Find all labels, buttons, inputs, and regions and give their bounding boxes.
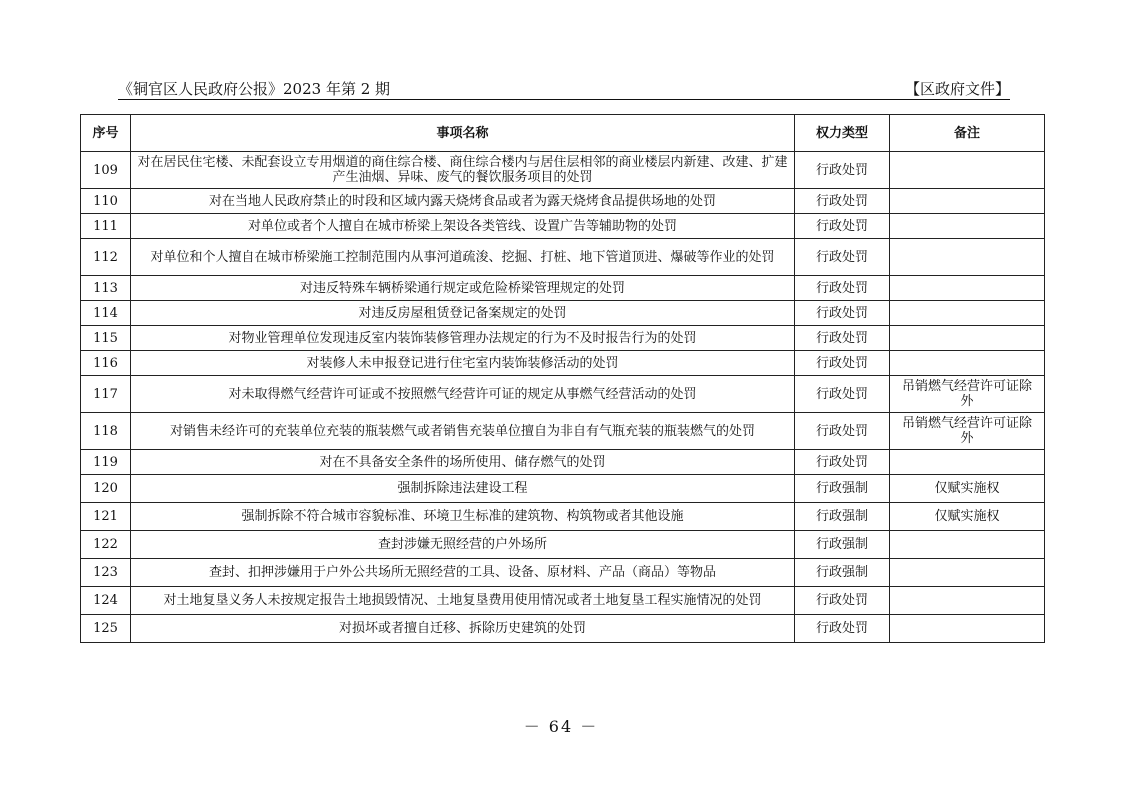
cell-no: 122 bbox=[81, 531, 131, 559]
cell-type: 行政处罚 bbox=[795, 450, 890, 475]
cell-type: 行政处罚 bbox=[795, 413, 890, 450]
table-row bbox=[81, 351, 1045, 376]
cell-name: 强制拆除不符合城市容貌标准、环境卫生标准的建筑物、构筑物或者其他设施 bbox=[131, 503, 795, 531]
cell-note bbox=[890, 276, 1045, 301]
cell-type: 行政处罚 bbox=[795, 351, 890, 376]
cell-name: 查封、扣押涉嫌用于户外公共场所无照经营的工具、设备、原材料、产品（商品）等物品 bbox=[131, 559, 795, 587]
cell-note bbox=[890, 587, 1045, 615]
cell-no: 117 bbox=[81, 376, 131, 413]
cell-no: 115 bbox=[81, 326, 131, 351]
table-row bbox=[81, 189, 1045, 214]
cell-note bbox=[890, 450, 1045, 475]
cell-note: 仅赋实施权 bbox=[890, 503, 1045, 531]
table-row bbox=[81, 587, 1045, 615]
cell-note bbox=[890, 214, 1045, 239]
cell-note bbox=[890, 189, 1045, 214]
table-row bbox=[81, 615, 1045, 643]
cell-name: 对在不具备安全条件的场所使用、储存燃气的处罚 bbox=[131, 450, 795, 475]
cell-no: 113 bbox=[81, 276, 131, 301]
cell-name: 查封涉嫌无照经营的户外场所 bbox=[131, 531, 795, 559]
column-header-no: 序号 bbox=[81, 115, 131, 152]
cell-note bbox=[890, 152, 1045, 189]
table-row bbox=[81, 326, 1045, 351]
cell-name: 对违反特殊车辆桥梁通行规定或危险桥梁管理规定的处罚 bbox=[131, 276, 795, 301]
cell-name: 对单位和个人擅自在城市桥梁施工控制范围内从事河道疏浚、挖掘、打桩、地下管道顶进、爆破等作业的处罚 bbox=[131, 239, 795, 276]
cell-type: 行政处罚 bbox=[795, 301, 890, 326]
column-header-type: 权力类型 bbox=[795, 115, 890, 152]
power-items-table bbox=[80, 114, 1045, 643]
table-row bbox=[81, 276, 1045, 301]
page-number: － 64 － bbox=[523, 717, 599, 736]
cell-name: 对未取得燃气经营许可证或不按照燃气经营许可证的规定从事燃气经营活动的处罚 bbox=[131, 376, 795, 413]
cell-note bbox=[890, 326, 1045, 351]
cell-name: 强制拆除违法建设工程 bbox=[131, 475, 795, 503]
cell-type: 行政处罚 bbox=[795, 276, 890, 301]
cell-name: 对土地复垦义务人未按规定报告土地损毁情况、土地复垦费用使用情况或者土地复垦工程实施情况的处罚 bbox=[131, 587, 795, 615]
cell-note bbox=[890, 615, 1045, 643]
table-row bbox=[81, 413, 1045, 450]
cell-name: 对损坏或者擅自迁移、拆除历史建筑的处罚 bbox=[131, 615, 795, 643]
table-row bbox=[81, 152, 1045, 189]
cell-type: 行政处罚 bbox=[795, 189, 890, 214]
cell-name: 对在居民住宅楼、未配套设立专用烟道的商住综合楼、商住综合楼内与居住层相邻的商业楼层内新建、改建、扩建产生油烟、异味、废气的餐饮服务项目的处罚 bbox=[131, 152, 795, 189]
table-row bbox=[81, 214, 1045, 239]
table-row bbox=[81, 450, 1045, 475]
cell-no: 110 bbox=[81, 189, 131, 214]
cell-type: 行政处罚 bbox=[795, 615, 890, 643]
cell-type: 行政强制 bbox=[795, 531, 890, 559]
gazette-title: 《铜官区人民政府公报》2023 年第 2 期 bbox=[118, 80, 391, 98]
table-row bbox=[81, 376, 1045, 413]
cell-type: 行政强制 bbox=[795, 559, 890, 587]
cell-type: 行政处罚 bbox=[795, 326, 890, 351]
table-row bbox=[81, 239, 1045, 276]
cell-no: 119 bbox=[81, 450, 131, 475]
cell-note bbox=[890, 351, 1045, 376]
table-row bbox=[81, 475, 1045, 503]
cell-type: 行政处罚 bbox=[795, 152, 890, 189]
cell-no: 118 bbox=[81, 413, 131, 450]
cell-no: 111 bbox=[81, 214, 131, 239]
cell-no: 123 bbox=[81, 559, 131, 587]
cell-note bbox=[890, 301, 1045, 326]
cell-type: 行政处罚 bbox=[795, 376, 890, 413]
cell-name: 对装修人未申报登记进行住宅室内装饰装修活动的处罚 bbox=[131, 351, 795, 376]
table-row bbox=[81, 301, 1045, 326]
cell-name: 对在当地人民政府禁止的时段和区域内露天烧烤食品或者为露天烧烤食品提供场地的处罚 bbox=[131, 189, 795, 214]
table-row bbox=[81, 559, 1045, 587]
column-header-note: 备注 bbox=[890, 115, 1045, 152]
section-label: 【区政府文件】 bbox=[904, 80, 1010, 98]
header-divider bbox=[118, 99, 1010, 100]
cell-no: 125 bbox=[81, 615, 131, 643]
cell-note: 吊销燃气经营许可证除外 bbox=[890, 376, 1045, 413]
cell-name: 对物业管理单位发现违反室内装饰装修管理办法规定的行为不及时报告行为的处罚 bbox=[131, 326, 795, 351]
cell-no: 120 bbox=[81, 475, 131, 503]
cell-no: 112 bbox=[81, 239, 131, 276]
column-header-name: 事项名称 bbox=[131, 115, 795, 152]
table-row bbox=[81, 503, 1045, 531]
cell-no: 124 bbox=[81, 587, 131, 615]
cell-type: 行政处罚 bbox=[795, 239, 890, 276]
cell-no: 116 bbox=[81, 351, 131, 376]
cell-name: 对销售未经许可的充装单位充装的瓶装燃气或者销售充装单位擅自为非自有气瓶充装的瓶装燃气的处罚 bbox=[131, 413, 795, 450]
cell-type: 行政处罚 bbox=[795, 214, 890, 239]
cell-note bbox=[890, 239, 1045, 276]
cell-note: 仅赋实施权 bbox=[890, 475, 1045, 503]
cell-note bbox=[890, 531, 1045, 559]
cell-type: 行政强制 bbox=[795, 475, 890, 503]
cell-no: 114 bbox=[81, 301, 131, 326]
cell-name: 对单位或者个人擅自在城市桥梁上架设各类管线、设置广告等辅助物的处罚 bbox=[131, 214, 795, 239]
table-row bbox=[81, 531, 1045, 559]
table-header-row bbox=[81, 115, 1045, 152]
cell-no: 109 bbox=[81, 152, 131, 189]
document-header bbox=[118, 76, 1010, 98]
cell-type: 行政处罚 bbox=[795, 587, 890, 615]
cell-note: 吊销燃气经营许可证除外 bbox=[890, 413, 1045, 450]
cell-note bbox=[890, 559, 1045, 587]
cell-type: 行政强制 bbox=[795, 503, 890, 531]
cell-name: 对违反房屋租赁登记备案规定的处罚 bbox=[131, 301, 795, 326]
cell-no: 121 bbox=[81, 503, 131, 531]
